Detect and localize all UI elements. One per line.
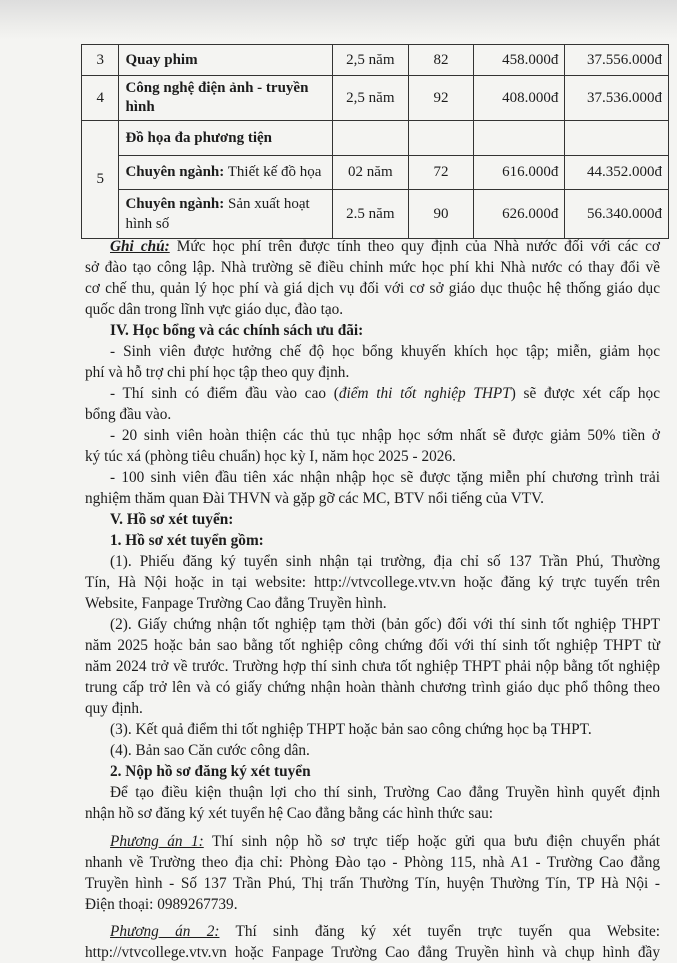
paragraph-line: Phương án 2: Thí sinh đăng ký xét tuyển trực tuyến qua Website:: [110, 923, 661, 940]
paragraph-line: Truyền hình - Số 137 Trần Phú, Thị trấn Thường Tín, huyện Thường Tín, TP Hà Nội -: [85, 875, 660, 892]
paragraph-line: Tín, Hà Nội hoặc in tại website: http://vtvcollege.vtv.vn hoặc đăng ký trực tuyến trên: [85, 574, 660, 591]
specialization-name: Sản xuất hoạt hình số: [125, 196, 310, 232]
empty-cell: [565, 121, 669, 156]
specialization: [119, 190, 333, 239]
paragraph-line: - Thí sinh có điểm đầu vào cao (điểm thi tốt nghiệp THPT) sẽ được xét cấp học: [110, 385, 660, 402]
empty-cell: [474, 121, 565, 156]
section-v-heading: V. Hồ sơ xét tuyển:: [110, 511, 234, 528]
paragraph-line: năm 2025 hoặc bản sao bằng tốt nghiệp công chứng đối với thí sinh tốt nghiệp THPT từ: [85, 637, 660, 654]
table-row: [82, 76, 669, 121]
specialization: [119, 156, 333, 190]
major-name: Quay phim: [119, 45, 333, 76]
fee-per-credit: 408.000đ: [474, 76, 565, 121]
specialization-label: Chuyên ngành:: [125, 196, 225, 212]
subsection-heading: 1. Hồ sơ xét tuyển gồm:: [110, 532, 264, 549]
empty-cell: [333, 121, 409, 156]
fee-per-credit: 626.000đ: [474, 190, 565, 239]
credits: 72: [408, 156, 474, 190]
note-line: quốc dân trong lĩnh vực giáo dục, đào tạo.: [85, 301, 344, 318]
paragraph-line: (1). Phiếu đăng ký tuyển sinh nhận tại trường, địa chỉ số 137 Trần Phú, Thường: [110, 553, 660, 570]
total-fee: 44.352.000đ: [565, 156, 669, 190]
specialization-name: Thiết kế đồ họa: [224, 164, 322, 180]
row-number: 4: [82, 76, 119, 121]
table-row: [82, 45, 669, 76]
duration: 2,5 năm: [333, 76, 409, 121]
credits: 90: [408, 190, 474, 239]
paragraph-line: http://vtvcollege.vtv.vn hoặc Fanpage Trường Cao đẳng Truyền hình và chụp hình đầy: [85, 944, 660, 961]
paragraph-line: - 20 sinh viên hoàn thiện các thủ tục nhập học sớm nhất sẽ được giảm 50% tiền ở: [110, 427, 660, 444]
fee-per-credit: 458.000đ: [474, 45, 565, 76]
table-row: [82, 156, 669, 190]
paragraph-line: Website, Fanpage Trường Cao đẳng Truyền hình.: [85, 595, 387, 612]
specialization-label: Chuyên ngành:: [125, 164, 225, 180]
row-number: 3: [82, 45, 119, 76]
paragraph-line: (3). Kết quả điểm thi tốt nghiệp THPT hoặc bản sao công chứng học bạ THPT.: [110, 721, 592, 738]
note-line: sở đào tạo công lập. Nhà trường sẽ điều chỉnh mức học phí khi Nhà nước có thay đổi về: [85, 259, 660, 276]
duration: 2.5 năm: [333, 190, 409, 239]
paragraph-line: nhận hồ sơ đăng ký xét tuyển hệ Cao đẳng bằng các hình thức sau:: [85, 805, 494, 822]
paragraph-line: bổng đầu vào.: [85, 406, 172, 423]
paragraph-line: nhanh về Trường theo địa chỉ: Phòng Đào tạo - Phòng 115, nhà A1 - Trường Cao đẳng: [85, 854, 660, 871]
total-fee: 37.556.000đ: [565, 45, 669, 76]
paragraph-line: (2). Giấy chứng nhận tốt nghiệp tạm thời (bản gốc) đối với thí sinh tốt nghiệp THPT: [110, 616, 660, 633]
paragraph-line: (4). Bản sao Căn cước công dân.: [110, 742, 310, 759]
paragraph-line: phí và hỗ trợ chi phí học tập theo quy định.: [85, 364, 350, 381]
paragraph-line: năm 2024 trở về trước. Trường hợp thí sinh chưa tốt nghiệp THPT phải nộp bằng tốt nghiệp: [85, 658, 660, 675]
table-row: [82, 190, 669, 239]
major-name: Công nghệ điện ảnh - truyền hình: [119, 76, 333, 121]
major-name: Đồ họa đa phương tiện: [119, 121, 333, 156]
duration: 2,5 năm: [333, 45, 409, 76]
credits: 82: [408, 45, 474, 76]
empty-cell: [408, 121, 474, 156]
fee-per-credit: 616.000đ: [474, 156, 565, 190]
total-fee: 37.536.000đ: [565, 76, 669, 121]
paragraph-line: - 100 sinh viên đầu tiên xác nhận nhập học sẽ được tặng miễn phí chương trình trải: [110, 469, 660, 486]
note-label: Ghi chú:: [110, 238, 170, 255]
note-line: cơ chế thu, quản lý học phí và giá dịch vụ đối với cơ sở giáo dục thuộc hệ thống giáo dục: [85, 280, 660, 297]
total-fee: 56.340.000đ: [565, 190, 669, 239]
note-line: Ghi chú: Mức học phí trên được tính theo quy định của Nhà nước đối với các cơ: [110, 238, 660, 255]
table-row: [82, 121, 669, 156]
paragraph-line: Điện thoại: 0989267739.: [85, 896, 238, 913]
option-1-label: Phương án 1:: [110, 833, 204, 850]
subsection-heading: 2. Nộp hồ sơ đăng ký xét tuyển: [110, 763, 311, 780]
duration: 02 năm: [333, 156, 409, 190]
paragraph-line: trung cấp trở lên và có giấy chứng nhận hoàn thành chương trình giáo dục phổ thông theo: [85, 679, 660, 696]
row-number: 5: [82, 121, 119, 239]
section-iv-heading: IV. Học bổng và các chính sách ưu đãi:: [110, 322, 364, 339]
paragraph-line: Để tạo điều kiện thuận lợi cho thí sinh, Trường Cao đẳng Truyền hình quyết định: [110, 784, 660, 801]
paragraph-line: nghiệm thăm quan Đài THVN và gặp gỡ các MC, BTV nổi tiếng của VTV.: [85, 490, 544, 507]
paragraph-line: ký túc xá (phòng tiêu chuẩn) học kỳ I, năm học 2025 - 2026.: [85, 448, 456, 465]
paragraph-line: Phương án 1: Thí sinh nộp hồ sơ trực tiếp hoặc gửi qua bưu điện chuyển phát: [110, 833, 660, 850]
paragraph-line: quy định.: [85, 700, 143, 717]
tuition-fee-table: [81, 44, 669, 239]
credits: 92: [408, 76, 474, 121]
paragraph-line: - Sinh viên được hưởng chế độ học bổng khuyến khích học tập; miễn, giảm học: [110, 343, 660, 360]
option-2-label: Phương án 2:: [110, 923, 220, 940]
